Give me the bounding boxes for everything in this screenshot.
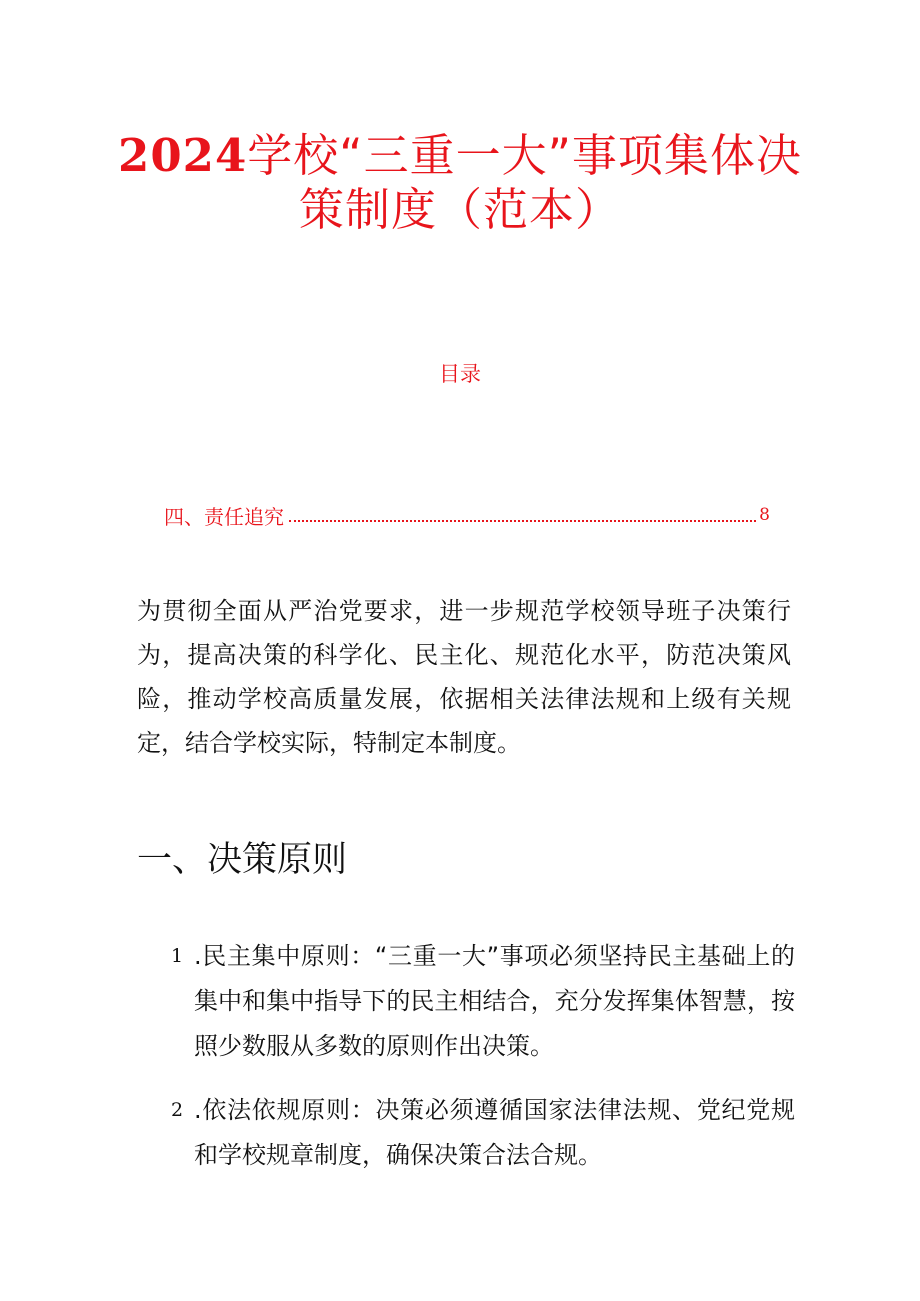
toc-entry[interactable] [164,500,770,530]
item-number: 1 [171,945,184,967]
toc-entry-page: 8 [759,505,770,525]
principle-item [137,1088,795,1178]
document-title-line-1 [0,125,920,187]
intro-paragraph: 为贯彻全面从严治党要求，进一步规范学校领导班子决策行为，提高决策的科学化、民主化、规范化水平，防范决策风险，推动学校高质量发展，依据相关法律法规和上级有关规定，结合学校实际，特制定本制度。 [137,597,791,757]
toc-heading: 目录 [439,362,481,386]
item-number: 2 [171,1099,184,1121]
title-text-line-1: 学校“三重一大”事项集体决 [247,129,802,182]
toc-entry-label: 四、责任追究 [164,504,284,529]
title-year: 2024 [118,129,248,182]
document-title-line-2: 策制度（范本） [298,183,621,236]
section-heading: 一、决策原则 [137,840,348,880]
item-text: .民主集中原则：“三重一大”事项必须坚持民主基础上的集中和集中指导下的民主相结合，充分发挥集体智慧，按照少数服从多数的原则作出决策。 [194,942,795,1060]
item-text: .依法依规原则：决策必须遵循国家法律法规、党纪党规和学校规章制度，确保决策合法合规。 [194,1096,795,1169]
principle-item [137,934,795,1069]
toc-dot-leader [289,520,756,522]
